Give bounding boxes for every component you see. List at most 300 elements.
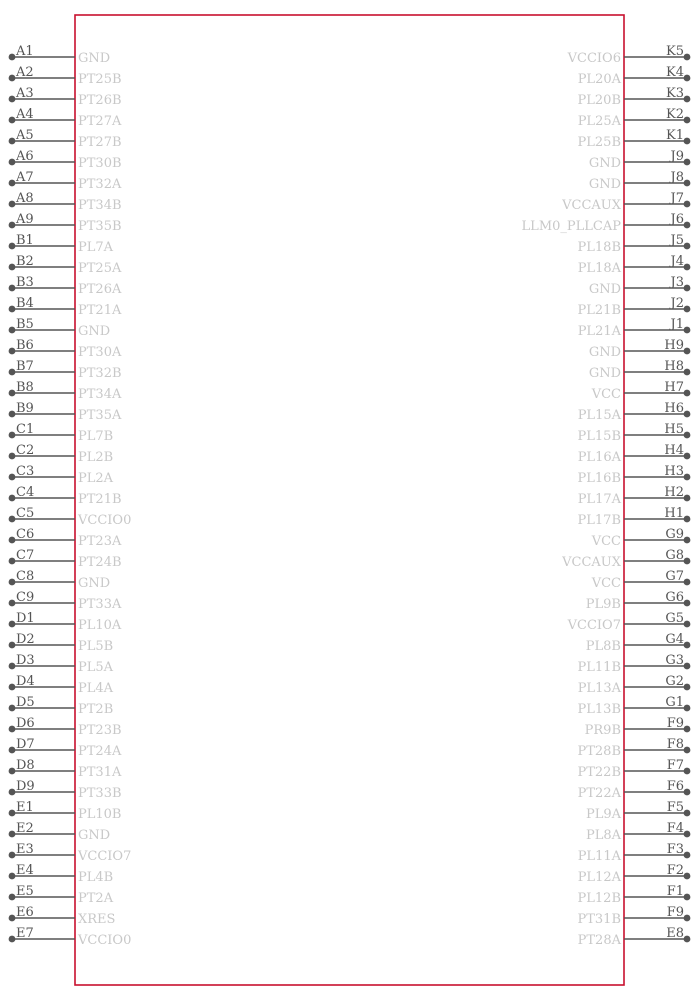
pin-number: H6 [664, 401, 684, 416]
right-pin [578, 422, 691, 444]
pin-name: GND [78, 324, 111, 339]
left-pin [9, 317, 111, 339]
pin-name: PT2B [78, 702, 114, 717]
pin-number: A7 [16, 170, 34, 185]
pin-name: PT24B [78, 555, 122, 570]
pin-number: F9 [666, 716, 684, 731]
pin-name: XRES [78, 912, 116, 927]
pin-endpoint-dot [684, 306, 691, 313]
pin-number: J9 [670, 149, 684, 164]
left-pin [9, 212, 122, 234]
pin-endpoint-dot [9, 747, 16, 754]
pin-number: C1 [16, 422, 35, 437]
left-pin [9, 653, 114, 675]
pin-endpoint-dot [9, 537, 16, 544]
pin-endpoint-dot [9, 117, 16, 124]
pin-endpoint-dot [684, 936, 691, 943]
pin-number: H5 [664, 422, 684, 437]
pin-name: VCCIO0 [78, 933, 132, 948]
pin-endpoint-dot [9, 831, 16, 838]
right-pin [586, 800, 690, 822]
left-pin [9, 443, 114, 465]
right-pin [578, 653, 691, 675]
pin-endpoint-dot [9, 663, 16, 670]
right-pin [589, 149, 691, 171]
right-pin [578, 779, 691, 801]
pin-endpoint-dot [9, 894, 16, 901]
pin-name: PL25B [577, 135, 621, 150]
pin-endpoint-dot [9, 222, 16, 229]
left-pin [9, 128, 122, 150]
pin-number: B3 [16, 275, 34, 290]
pin-endpoint-dot [684, 474, 691, 481]
right-pin [578, 296, 691, 318]
pin-endpoint-dot [684, 411, 691, 418]
pin-name: LLM0_PLLCAP [521, 219, 621, 234]
pin-number: J4 [670, 254, 684, 269]
pin-number: D6 [16, 716, 35, 731]
right-pin [589, 275, 691, 297]
pin-endpoint-dot [684, 873, 691, 880]
pin-endpoint-dot [9, 54, 16, 61]
right-pin [578, 86, 691, 108]
pin-endpoint-dot [9, 621, 16, 628]
right-pin [567, 611, 691, 633]
pin-name: PL9A [585, 807, 621, 822]
pin-endpoint-dot [684, 138, 691, 145]
pin-name: PT26B [78, 93, 122, 108]
pin-number: K4 [666, 65, 684, 80]
pin-name: PT2A [78, 891, 114, 906]
pin-endpoint-dot [684, 579, 691, 586]
pin-name: PL11A [577, 849, 621, 864]
left-pin [9, 905, 116, 927]
pin-number: E1 [16, 800, 34, 815]
pin-number: A8 [16, 191, 34, 206]
pin-number: E2 [16, 821, 34, 836]
pin-number: A2 [16, 65, 34, 80]
pin-name: PL12A [577, 870, 621, 885]
pin-number: A9 [16, 212, 34, 227]
left-pin-column [9, 44, 132, 948]
pin-name: PL4B [78, 870, 114, 885]
pin-number: D9 [16, 779, 35, 794]
pin-endpoint-dot [9, 495, 16, 502]
left-pin [9, 107, 122, 129]
pin-endpoint-dot [684, 831, 691, 838]
pin-name: PT35B [78, 219, 122, 234]
pin-endpoint-dot [684, 537, 691, 544]
right-pin [578, 128, 691, 150]
pin-endpoint-dot [684, 243, 691, 250]
pin-number: J5 [670, 233, 684, 248]
pin-name: PL20B [577, 93, 621, 108]
left-pin [9, 170, 122, 192]
pin-number: J1 [670, 317, 684, 332]
left-pin [9, 275, 122, 297]
pin-name: PL2A [78, 471, 114, 486]
pin-endpoint-dot [9, 306, 16, 313]
pin-endpoint-dot [684, 852, 691, 859]
pin-number: A5 [16, 128, 34, 143]
pin-endpoint-dot [9, 936, 16, 943]
component-body [75, 15, 624, 985]
pin-name: VCC [591, 534, 621, 549]
pin-name: VCCAUX [562, 555, 621, 570]
pin-name: PL20A [577, 72, 621, 87]
left-pin [9, 548, 122, 570]
pin-name: PT31A [78, 765, 122, 780]
left-pin [9, 716, 122, 738]
pin-name: PT28A [577, 933, 621, 948]
pin-endpoint-dot [684, 705, 691, 712]
pin-number: G7 [665, 569, 684, 584]
pin-endpoint-dot [684, 789, 691, 796]
pin-name: PT32B [78, 366, 122, 381]
pin-name: PT25A [78, 261, 122, 276]
pin-endpoint-dot [684, 516, 691, 523]
pin-name: VCC [591, 387, 621, 402]
pin-endpoint-dot [9, 852, 16, 859]
pin-endpoint-dot [684, 684, 691, 691]
pin-number: C7 [16, 548, 35, 563]
left-pin [9, 779, 122, 801]
pin-number: E6 [16, 905, 34, 920]
pin-endpoint-dot [684, 54, 691, 61]
pin-number: C5 [16, 506, 35, 521]
pin-name: GND [78, 576, 111, 591]
pin-name: PL15B [577, 429, 621, 444]
left-pin [9, 926, 132, 948]
pin-endpoint-dot [9, 180, 16, 187]
pin-endpoint-dot [9, 327, 16, 334]
pin-number: C6 [16, 527, 35, 542]
pin-number: F2 [666, 863, 684, 878]
right-pin [586, 590, 691, 612]
right-pin [591, 569, 691, 591]
pin-number: F3 [666, 842, 684, 857]
pin-endpoint-dot [9, 684, 16, 691]
pin-number: A6 [16, 149, 34, 164]
right-pin [578, 842, 691, 864]
pin-name: PT23A [78, 534, 122, 549]
pin-number: A1 [16, 44, 34, 59]
pin-endpoint-dot [9, 138, 16, 145]
left-pin [9, 149, 122, 171]
right-pin [522, 212, 691, 234]
right-pin [591, 380, 691, 402]
pin-name: GND [588, 366, 621, 381]
pin-number: H2 [664, 485, 684, 500]
right-pin [578, 317, 691, 339]
pin-number: G4 [665, 632, 684, 647]
pin-number: D8 [16, 758, 35, 773]
pin-name: PT34A [78, 387, 122, 402]
pin-name: VCCIO0 [78, 513, 132, 528]
pin-number: J3 [670, 275, 684, 290]
right-pin [586, 632, 691, 654]
left-pin [9, 422, 114, 444]
right-pin [586, 821, 690, 843]
pin-endpoint-dot [684, 810, 691, 817]
pin-name: PL7B [78, 429, 114, 444]
pin-name: PL13B [577, 702, 621, 717]
pin-name: PR9B [584, 723, 621, 738]
pin-number: E5 [16, 884, 34, 899]
pin-number: F1 [666, 884, 684, 899]
pin-number: E8 [666, 926, 684, 941]
pin-endpoint-dot [684, 96, 691, 103]
pin-name: VCCAUX [562, 198, 621, 213]
pin-name: PL4A [78, 681, 114, 696]
pin-endpoint-dot [9, 726, 16, 733]
pin-number: D3 [16, 653, 35, 668]
pin-number: A3 [16, 86, 34, 101]
right-pin [561, 191, 690, 213]
pin-endpoint-dot [9, 579, 16, 586]
pin-number: G5 [665, 611, 684, 626]
pin-name: PL16A [577, 450, 621, 465]
left-pin [9, 758, 122, 780]
left-pin [9, 44, 111, 66]
left-pin [9, 527, 122, 549]
pin-name: PT30A [78, 345, 122, 360]
pin-name: GND [588, 282, 621, 297]
pin-endpoint-dot [9, 474, 16, 481]
pin-name: VCCIO7 [567, 618, 621, 633]
pin-endpoint-dot [684, 768, 691, 775]
pin-endpoint-dot [684, 264, 691, 271]
pin-number: H1 [664, 506, 684, 521]
left-pin [9, 233, 114, 255]
pin-endpoint-dot [684, 453, 691, 460]
pin-name: PT22B [577, 765, 621, 780]
pin-endpoint-dot [9, 810, 16, 817]
right-pin [578, 65, 691, 87]
pin-number: G3 [665, 653, 684, 668]
pin-name: GND [78, 51, 111, 66]
pin-name: PT34B [78, 198, 122, 213]
left-pin [9, 86, 122, 108]
pin-endpoint-dot [9, 348, 16, 355]
pin-number: K3 [666, 86, 684, 101]
left-pin [9, 632, 114, 654]
right-pin [567, 44, 691, 66]
left-pin [9, 485, 122, 507]
right-pin [578, 884, 691, 906]
pin-endpoint-dot [9, 642, 16, 649]
pin-number: C9 [16, 590, 35, 605]
pin-name: PL5B [78, 639, 114, 654]
left-pin [9, 359, 122, 381]
left-pin [9, 821, 111, 843]
pin-number: H9 [664, 338, 684, 353]
pin-endpoint-dot [9, 705, 16, 712]
pin-endpoint-dot [9, 369, 16, 376]
right-pin [578, 401, 691, 423]
right-pin [577, 905, 690, 927]
pin-endpoint-dot [684, 663, 691, 670]
pin-endpoint-dot [9, 411, 16, 418]
pin-endpoint-dot [9, 264, 16, 271]
right-pin [578, 485, 691, 507]
left-pin [9, 611, 122, 633]
pin-number: J6 [670, 212, 684, 227]
pin-endpoint-dot [9, 201, 16, 208]
left-pin [9, 296, 122, 318]
right-pin [561, 548, 690, 570]
pin-name: PT25B [78, 72, 122, 87]
pin-number: D2 [16, 632, 35, 647]
right-pin [589, 359, 691, 381]
right-pin [578, 695, 691, 717]
left-pin [9, 737, 122, 759]
pin-number: K2 [666, 107, 684, 122]
pin-endpoint-dot [684, 348, 691, 355]
pin-name: PT27A [78, 114, 122, 129]
pin-name: PT30B [78, 156, 122, 171]
pin-number: F5 [666, 800, 684, 815]
pin-number: D1 [16, 611, 35, 626]
pin-endpoint-dot [684, 201, 691, 208]
pin-endpoint-dot [684, 600, 691, 607]
pin-number: H3 [664, 464, 684, 479]
left-pin [9, 590, 122, 612]
pin-name: PL17B [577, 513, 621, 528]
pin-endpoint-dot [684, 894, 691, 901]
right-pin [577, 758, 690, 780]
pin-endpoint-dot [9, 243, 16, 250]
pin-name: PL8A [585, 828, 621, 843]
pin-name: GND [588, 156, 621, 171]
pin-number: C2 [16, 443, 35, 458]
pin-number: C4 [16, 485, 35, 500]
right-pin [578, 443, 691, 465]
pin-endpoint-dot [684, 495, 691, 502]
pin-number: K1 [666, 128, 684, 143]
pin-name: PL17A [577, 492, 621, 507]
left-pin [9, 464, 114, 486]
pin-endpoint-dot [9, 285, 16, 292]
pin-name: PL15A [577, 408, 621, 423]
pin-number: G9 [665, 527, 684, 542]
pin-endpoint-dot [9, 432, 16, 439]
left-pin [9, 65, 122, 87]
pin-endpoint-dot [684, 75, 691, 82]
pin-name: PT33B [78, 786, 122, 801]
pin-name: PL13A [577, 681, 621, 696]
pin-endpoint-dot [9, 96, 16, 103]
pin-number: D7 [16, 737, 35, 752]
left-pin [9, 800, 122, 822]
pin-number: F6 [666, 779, 684, 794]
right-pin [578, 464, 691, 486]
pin-name: PT28B [577, 744, 621, 759]
pin-endpoint-dot [684, 369, 691, 376]
pin-number: F4 [666, 821, 684, 836]
pin-number: D4 [16, 674, 35, 689]
pin-number: B6 [16, 338, 34, 353]
pin-name: PL21A [577, 324, 621, 339]
pin-number: H8 [664, 359, 684, 374]
right-pin [578, 674, 691, 696]
pin-endpoint-dot [9, 873, 16, 880]
left-pin [9, 506, 132, 528]
pin-number: K5 [666, 44, 684, 59]
pin-name: PL12B [577, 891, 621, 906]
pin-number: A4 [16, 107, 34, 122]
pin-name: PL5A [78, 660, 114, 675]
pin-number: G1 [665, 695, 684, 710]
right-pin [577, 737, 690, 759]
left-pin [9, 401, 122, 423]
pin-endpoint-dot [684, 747, 691, 754]
pin-name: PT35A [78, 408, 122, 423]
pin-endpoint-dot [684, 621, 691, 628]
pin-endpoint-dot [9, 915, 16, 922]
left-pin [9, 338, 122, 360]
pin-name: GND [588, 177, 621, 192]
pin-name: GND [78, 828, 111, 843]
pin-name: PL25A [577, 114, 621, 129]
left-pin [9, 191, 122, 213]
pin-number: G2 [665, 674, 684, 689]
pin-number: F9 [666, 905, 684, 920]
pin-endpoint-dot [9, 453, 16, 460]
pin-name: PT33A [78, 597, 122, 612]
pin-number: B5 [16, 317, 34, 332]
pin-number: B8 [16, 380, 34, 395]
pin-endpoint-dot [684, 159, 691, 166]
pin-name: PT24A [78, 744, 122, 759]
right-pin [589, 170, 691, 192]
pin-name: PL9B [585, 597, 621, 612]
pin-name: GND [588, 345, 621, 360]
pin-name: PT21A [78, 303, 122, 318]
pin-endpoint-dot [9, 600, 16, 607]
pin-number: B1 [16, 233, 34, 248]
pin-endpoint-dot [684, 390, 691, 397]
pin-endpoint-dot [684, 222, 691, 229]
pin-number: F8 [666, 737, 684, 752]
right-pin-column [522, 44, 691, 948]
pin-endpoint-dot [684, 642, 691, 649]
pin-number: E7 [16, 926, 34, 941]
pin-number: E3 [16, 842, 34, 857]
pin-endpoint-dot [9, 390, 16, 397]
right-pin [578, 926, 691, 948]
left-pin [9, 569, 111, 591]
pin-endpoint-dot [684, 915, 691, 922]
right-pin [578, 506, 691, 528]
pin-number: G8 [665, 548, 684, 563]
right-pin [578, 233, 691, 255]
right-pin [578, 863, 691, 885]
pin-number: G6 [665, 590, 684, 605]
pin-number: E4 [16, 863, 34, 878]
pin-endpoint-dot [9, 159, 16, 166]
pin-endpoint-dot [9, 516, 16, 523]
pin-name: PT27B [78, 135, 122, 150]
pin-name: PL10B [78, 807, 122, 822]
left-pin [9, 842, 132, 864]
pin-name: PL11B [577, 660, 621, 675]
right-pin [578, 254, 691, 276]
pin-name: VCCIO7 [78, 849, 132, 864]
pin-number: J8 [670, 170, 684, 185]
pin-number: B4 [16, 296, 34, 311]
pin-number: J7 [670, 191, 684, 206]
